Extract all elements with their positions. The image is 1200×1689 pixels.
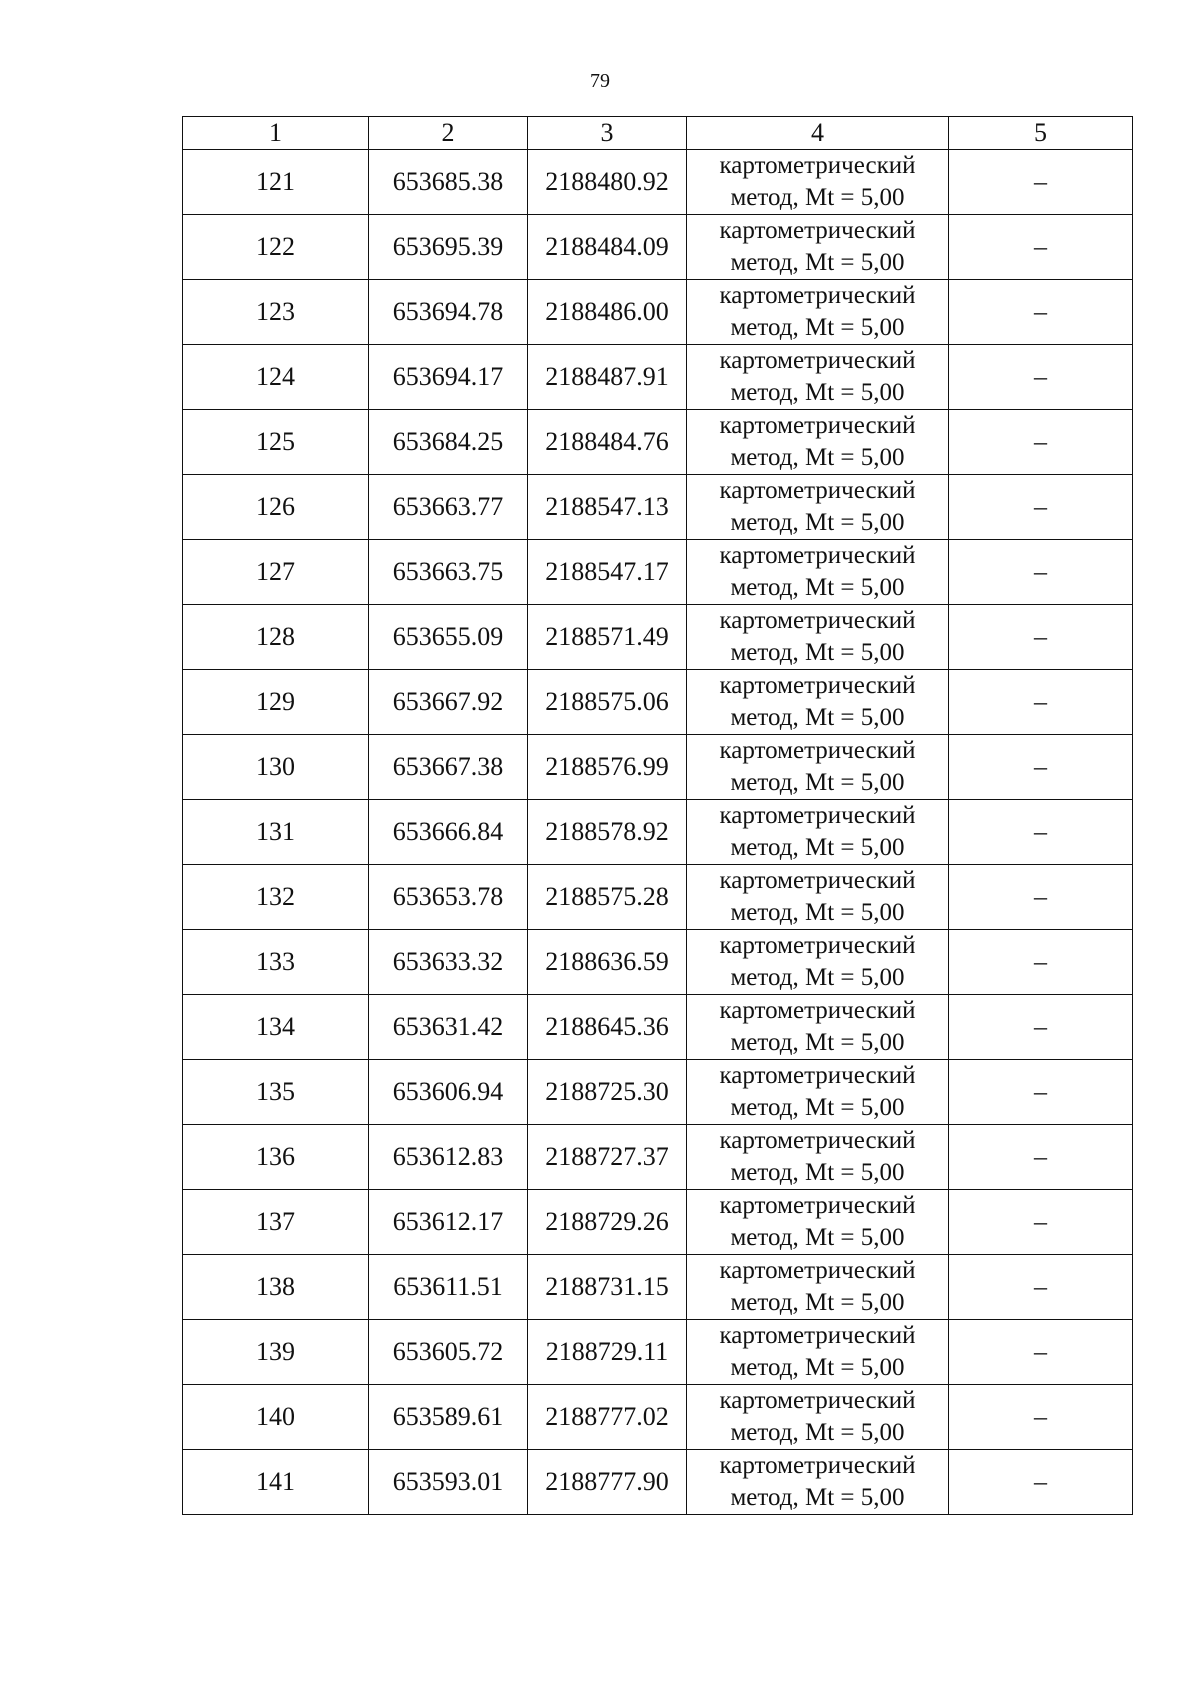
- table-body: [183, 150, 1133, 1515]
- x-coordinate-cell: 653611.51: [369, 1255, 528, 1320]
- point-number-cell: 128: [183, 605, 369, 670]
- method-line-2: метод, Mt = 5,00: [730, 1289, 905, 1316]
- point-number-cell: 140: [183, 1385, 369, 1450]
- x-coordinate-cell: 653653.78: [369, 865, 528, 930]
- y-coordinate-cell: 2188576.99: [528, 735, 687, 800]
- point-number-cell: 123: [183, 280, 369, 345]
- point-number-cell: 141: [183, 1450, 369, 1515]
- table-row: [183, 475, 1133, 540]
- method-line-2: метод, Mt = 5,00: [730, 184, 905, 211]
- x-coordinate-cell: 653589.61: [369, 1385, 528, 1450]
- y-coordinate-cell: 2188725.30: [528, 1060, 687, 1125]
- point-number-cell: 122: [183, 215, 369, 280]
- y-coordinate-cell: 2188777.90: [528, 1450, 687, 1515]
- method-line-2: метод, Mt = 5,00: [730, 379, 905, 406]
- method-line-2: метод, Mt = 5,00: [730, 1029, 905, 1056]
- x-coordinate-cell: 653694.17: [369, 345, 528, 410]
- method-line-1: картометрический: [719, 282, 916, 309]
- point-number-cell: 127: [183, 540, 369, 605]
- note-cell: –: [949, 410, 1133, 475]
- method-cell: [687, 1320, 949, 1385]
- y-coordinate-cell: 2188487.91: [528, 345, 687, 410]
- method-line-2: метод, Mt = 5,00: [730, 639, 905, 666]
- point-number-cell: 133: [183, 930, 369, 995]
- method-line-1: картометрический: [719, 152, 916, 179]
- point-number-cell: 135: [183, 1060, 369, 1125]
- method-line-2: метод, Mt = 5,00: [730, 704, 905, 731]
- table-row: [183, 605, 1133, 670]
- y-coordinate-cell: 2188575.28: [528, 865, 687, 930]
- table-row: [183, 215, 1133, 280]
- y-coordinate-cell: 2188547.13: [528, 475, 687, 540]
- table-row: [183, 150, 1133, 215]
- method-cell: [687, 670, 949, 735]
- method-cell: [687, 735, 949, 800]
- column-header-2: 2: [369, 117, 528, 150]
- y-coordinate-cell: 2188729.11: [528, 1320, 687, 1385]
- method-cell: [687, 150, 949, 215]
- point-number-cell: 130: [183, 735, 369, 800]
- page-number: 79: [590, 70, 610, 92]
- note-cell: –: [949, 540, 1133, 605]
- method-line-1: картометрический: [719, 347, 916, 374]
- y-coordinate-cell: 2188484.09: [528, 215, 687, 280]
- note-cell: –: [949, 1190, 1133, 1255]
- note-cell: –: [949, 1255, 1133, 1320]
- x-coordinate-cell: 653684.25: [369, 410, 528, 475]
- y-coordinate-cell: 2188480.92: [528, 150, 687, 215]
- method-line-2: метод, Mt = 5,00: [730, 1484, 905, 1511]
- note-cell: –: [949, 800, 1133, 865]
- method-line-1: картометрический: [719, 1387, 916, 1414]
- note-cell: –: [949, 930, 1133, 995]
- point-number-cell: 131: [183, 800, 369, 865]
- table-row: [183, 280, 1133, 345]
- point-number-cell: 139: [183, 1320, 369, 1385]
- method-line-2: метод, Mt = 5,00: [730, 769, 905, 796]
- method-line-1: картометрический: [719, 217, 916, 244]
- method-cell: [687, 605, 949, 670]
- method-cell: [687, 1060, 949, 1125]
- method-cell: [687, 930, 949, 995]
- y-coordinate-cell: 2188645.36: [528, 995, 687, 1060]
- y-coordinate-cell: 2188636.59: [528, 930, 687, 995]
- x-coordinate-cell: 653655.09: [369, 605, 528, 670]
- column-header-3: 3: [528, 117, 687, 150]
- method-line-1: картометрический: [719, 997, 916, 1024]
- method-line-1: картометрический: [719, 867, 916, 894]
- method-cell: [687, 1255, 949, 1320]
- x-coordinate-cell: 653695.39: [369, 215, 528, 280]
- method-line-1: картометрический: [719, 1192, 916, 1219]
- note-cell: –: [949, 345, 1133, 410]
- method-line-2: метод, Mt = 5,00: [730, 1419, 905, 1446]
- method-cell: [687, 410, 949, 475]
- method-cell: [687, 475, 949, 540]
- method-cell: [687, 345, 949, 410]
- table-row: [183, 1190, 1133, 1255]
- method-line-2: метод, Mt = 5,00: [730, 509, 905, 536]
- method-line-1: картометрический: [719, 1127, 916, 1154]
- x-coordinate-cell: 653667.38: [369, 735, 528, 800]
- table-row: [183, 1450, 1133, 1515]
- method-cell: [687, 1450, 949, 1515]
- table-row: [183, 865, 1133, 930]
- x-coordinate-cell: 653663.75: [369, 540, 528, 605]
- method-line-1: картометрический: [719, 932, 916, 959]
- y-coordinate-cell: 2188731.15: [528, 1255, 687, 1320]
- y-coordinate-cell: 2188575.06: [528, 670, 687, 735]
- table-row: [183, 930, 1133, 995]
- method-cell: [687, 1190, 949, 1255]
- note-cell: –: [949, 280, 1133, 345]
- method-line-1: картометрический: [719, 1062, 916, 1089]
- x-coordinate-cell: 653612.83: [369, 1125, 528, 1190]
- method-line-2: метод, Mt = 5,00: [730, 444, 905, 471]
- method-cell: [687, 800, 949, 865]
- note-cell: –: [949, 1450, 1133, 1515]
- note-cell: –: [949, 735, 1133, 800]
- method-cell: [687, 1385, 949, 1450]
- table-row: [183, 1385, 1133, 1450]
- note-cell: –: [949, 215, 1133, 280]
- coordinates-table: [182, 116, 1133, 1515]
- table-row: [183, 800, 1133, 865]
- note-cell: –: [949, 1320, 1133, 1385]
- y-coordinate-cell: 2188727.37: [528, 1125, 687, 1190]
- x-coordinate-cell: 653685.38: [369, 150, 528, 215]
- point-number-cell: 136: [183, 1125, 369, 1190]
- note-cell: –: [949, 1060, 1133, 1125]
- note-cell: –: [949, 1125, 1133, 1190]
- point-number-cell: 126: [183, 475, 369, 540]
- method-line-1: картометрический: [719, 737, 916, 764]
- point-number-cell: 121: [183, 150, 369, 215]
- column-header-4: 4: [687, 117, 949, 150]
- table-row: [183, 1125, 1133, 1190]
- method-cell: [687, 215, 949, 280]
- header-row: [183, 117, 1133, 150]
- y-coordinate-cell: 2188547.17: [528, 540, 687, 605]
- method-line-2: метод, Mt = 5,00: [730, 1224, 905, 1251]
- method-line-1: картометрический: [719, 607, 916, 634]
- table-row: [183, 410, 1133, 475]
- method-cell: [687, 865, 949, 930]
- column-header-1: 1: [183, 117, 369, 150]
- method-line-2: метод, Mt = 5,00: [730, 1159, 905, 1186]
- note-cell: –: [949, 670, 1133, 735]
- x-coordinate-cell: 653593.01: [369, 1450, 528, 1515]
- y-coordinate-cell: 2188578.92: [528, 800, 687, 865]
- method-line-2: метод, Mt = 5,00: [730, 574, 905, 601]
- y-coordinate-cell: 2188486.00: [528, 280, 687, 345]
- method-line-1: картометрический: [719, 477, 916, 504]
- y-coordinate-cell: 2188777.02: [528, 1385, 687, 1450]
- method-line-2: метод, Mt = 5,00: [730, 1354, 905, 1381]
- method-line-2: метод, Mt = 5,00: [730, 1094, 905, 1121]
- point-number-cell: 129: [183, 670, 369, 735]
- method-line-1: картометрический: [719, 672, 916, 699]
- note-cell: –: [949, 475, 1133, 540]
- point-number-cell: 125: [183, 410, 369, 475]
- x-coordinate-cell: 653663.77: [369, 475, 528, 540]
- point-number-cell: 132: [183, 865, 369, 930]
- y-coordinate-cell: 2188729.26: [528, 1190, 687, 1255]
- table-row: [183, 1255, 1133, 1320]
- method-line-2: метод, Mt = 5,00: [730, 834, 905, 861]
- method-line-1: картометрический: [719, 802, 916, 829]
- method-line-2: метод, Mt = 5,00: [730, 899, 905, 926]
- method-line-1: картометрический: [719, 1257, 916, 1284]
- note-cell: –: [949, 865, 1133, 930]
- method-cell: [687, 280, 949, 345]
- x-coordinate-cell: 653633.32: [369, 930, 528, 995]
- column-header-5: 5: [949, 117, 1133, 150]
- method-line-1: картометрический: [719, 1452, 916, 1479]
- table-row: [183, 1060, 1133, 1125]
- table-row: [183, 995, 1133, 1060]
- table-row: [183, 540, 1133, 605]
- x-coordinate-cell: 653631.42: [369, 995, 528, 1060]
- point-number-cell: 124: [183, 345, 369, 410]
- method-cell: [687, 1125, 949, 1190]
- x-coordinate-cell: 653605.72: [369, 1320, 528, 1385]
- method-cell: [687, 995, 949, 1060]
- note-cell: –: [949, 150, 1133, 215]
- table-header: [183, 117, 1133, 150]
- note-cell: –: [949, 995, 1133, 1060]
- x-coordinate-cell: 653606.94: [369, 1060, 528, 1125]
- note-cell: –: [949, 605, 1133, 670]
- point-number-cell: 138: [183, 1255, 369, 1320]
- x-coordinate-cell: 653612.17: [369, 1190, 528, 1255]
- table-row: [183, 670, 1133, 735]
- method-line-1: картометрический: [719, 1322, 916, 1349]
- y-coordinate-cell: 2188571.49: [528, 605, 687, 670]
- x-coordinate-cell: 653694.78: [369, 280, 528, 345]
- table-row: [183, 1320, 1133, 1385]
- method-cell: [687, 540, 949, 605]
- method-line-2: метод, Mt = 5,00: [730, 314, 905, 341]
- method-line-1: картометрический: [719, 412, 916, 439]
- method-line-1: картометрический: [719, 542, 916, 569]
- table-row: [183, 735, 1133, 800]
- method-line-2: метод, Mt = 5,00: [730, 249, 905, 276]
- method-line-2: метод, Mt = 5,00: [730, 964, 905, 991]
- y-coordinate-cell: 2188484.76: [528, 410, 687, 475]
- table-row: [183, 345, 1133, 410]
- x-coordinate-cell: 653666.84: [369, 800, 528, 865]
- x-coordinate-cell: 653667.92: [369, 670, 528, 735]
- note-cell: –: [949, 1385, 1133, 1450]
- point-number-cell: 137: [183, 1190, 369, 1255]
- point-number-cell: 134: [183, 995, 369, 1060]
